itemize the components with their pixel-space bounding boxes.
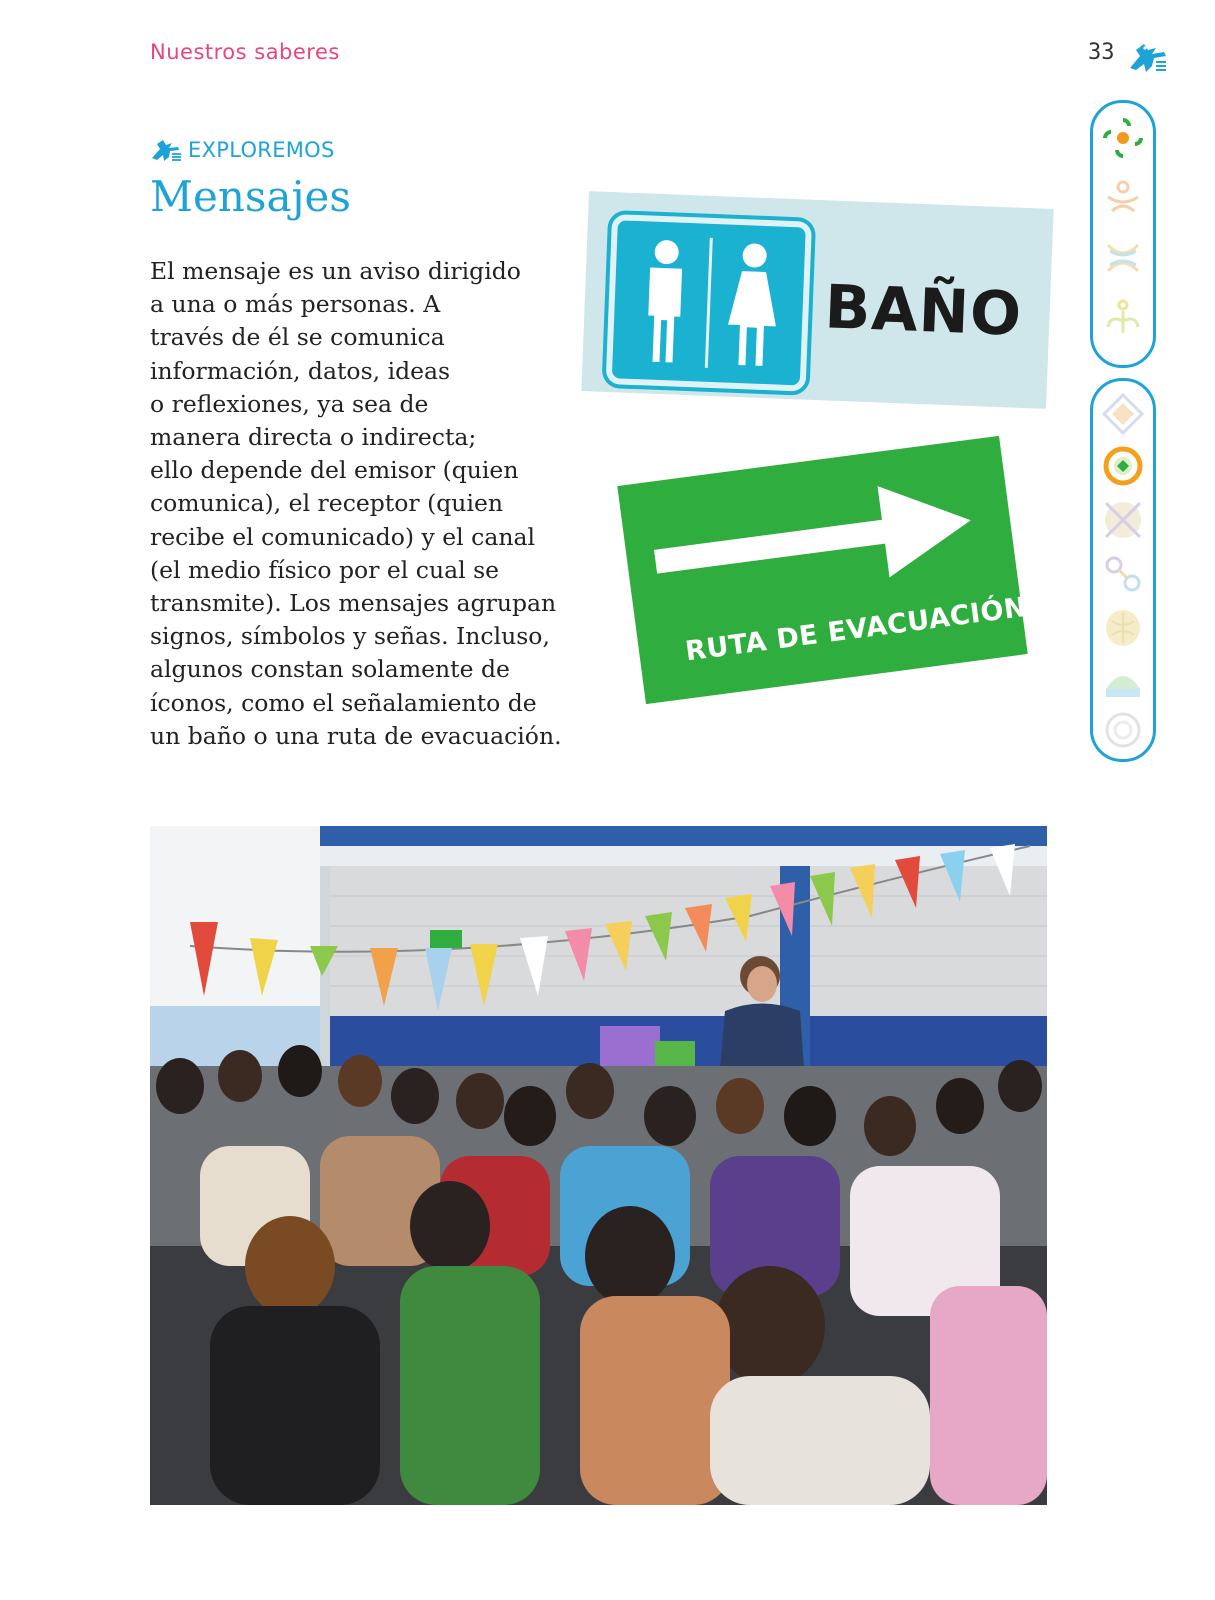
sidebar-fields-panel [1090, 100, 1156, 368]
body-line: algunos constan solamente de [150, 655, 510, 684]
arrow-right-icon [649, 470, 979, 611]
page-number: 33 [1088, 40, 1115, 65]
evacuation-sign [617, 436, 1027, 704]
body-line: transmite). Los mensajes agrupan [150, 589, 557, 618]
project-icon-7[interactable] [1102, 709, 1144, 751]
project-icon-active[interactable] [1102, 445, 1144, 487]
crowd-listening-to-speaker-photo [150, 826, 1047, 1505]
body-line: signos, símbolos y señas. Incluso, [150, 622, 550, 651]
body-line: a una o más personas. A [150, 290, 441, 319]
explore-tag [150, 136, 335, 164]
section-header: Nuestros saberes [150, 40, 340, 64]
page-title: Mensajes [150, 172, 351, 221]
field-icon-3[interactable] [1102, 237, 1144, 279]
body-line: íconos, como el señalamiento de [150, 688, 537, 717]
body-line: ello depende del emisor (quien [150, 456, 519, 485]
field-icon-2[interactable] [1102, 177, 1144, 219]
sidebar-projects-panel [1090, 378, 1156, 762]
project-icon-4[interactable] [1102, 553, 1144, 595]
body-line: recibe el comunicado) y el canal [150, 522, 535, 551]
body-line: manera directa o indirecta; [150, 423, 477, 452]
project-icon-5[interactable] [1102, 607, 1144, 649]
project-icon-1[interactable] [1102, 393, 1144, 435]
body-line: información, datos, ideas [150, 356, 451, 385]
hummingbird-logo-icon [1126, 38, 1168, 78]
project-icon-6[interactable] [1102, 661, 1144, 703]
body-line: El mensaje es un aviso dirigido [150, 257, 521, 285]
body-line: un baño o una ruta de evacuación. [150, 721, 562, 750]
body-line: comunica), el receptor (quien [150, 489, 504, 518]
body-line: (el medio físico por el cual se [150, 555, 500, 584]
bathroom-sign [581, 191, 1053, 409]
body-paragraph [150, 255, 590, 753]
evacuation-label: RUTA DE EVACUACIÓN [683, 591, 1029, 668]
body-line: través de él se comunica [150, 323, 445, 352]
explore-label: EXPLOREMOS [188, 138, 335, 162]
field-icon-4[interactable] [1102, 297, 1144, 339]
project-icon-3[interactable] [1102, 499, 1144, 541]
hummingbird-icon [150, 136, 182, 164]
body-line: o reflexiones, ya sea de [150, 389, 429, 418]
bathroom-label: BAÑO [823, 272, 1024, 350]
field-icon-active[interactable] [1102, 117, 1144, 159]
restroom-icon [606, 214, 812, 392]
